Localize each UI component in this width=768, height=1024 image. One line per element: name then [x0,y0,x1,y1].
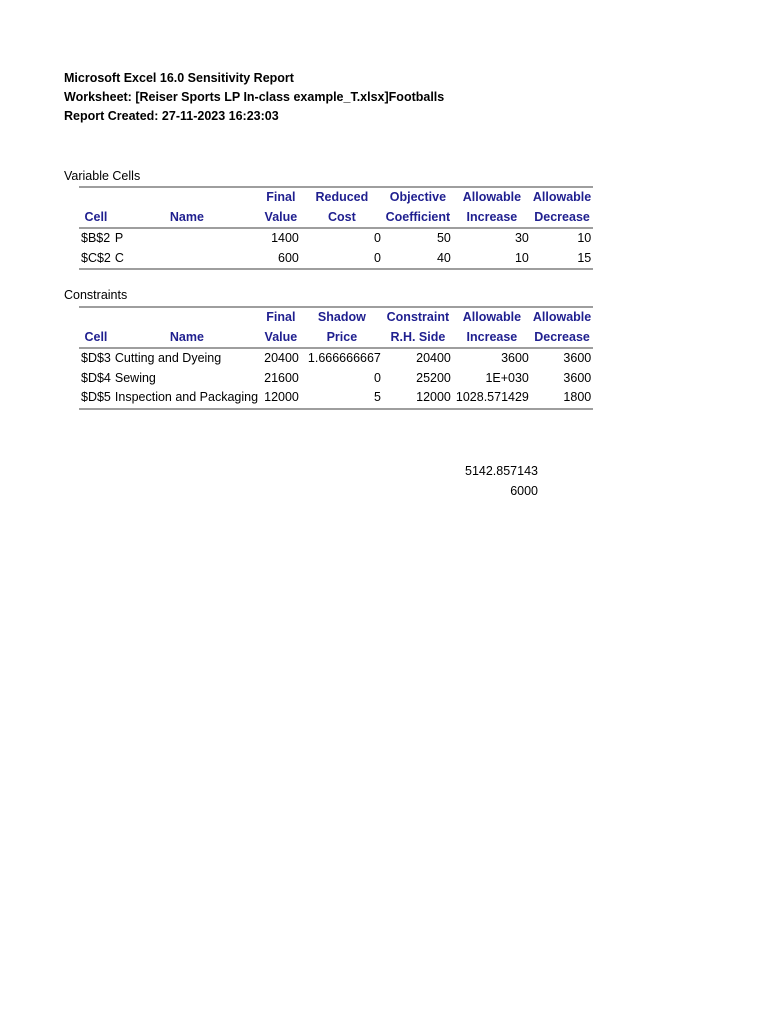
allowable-decrease: 3600 [563,370,592,385]
allowable-increase: 30 [514,231,529,246]
objective-coefficient: 50 [436,231,451,246]
header-cell: Increase [466,329,518,344]
header-cell: Coefficient [385,209,451,224]
header-cell: Decrease [534,209,590,224]
constraints-table [79,306,593,410]
cell-name: P [114,231,124,246]
table-header-row [79,187,593,208]
final-value: 12000 [264,390,299,405]
header-cell: Allowable [462,190,522,204]
reduced-cost: 0 [373,231,381,246]
header-cell [113,307,261,328]
loose-value: 6000 [510,484,538,498]
cell-ref: $B$2 [81,231,111,246]
header-cell: Shadow [317,310,366,324]
cell-name: Cutting and Dyeing [114,351,222,366]
header-cell: Allowable [532,310,592,324]
header-cell: Objective [389,190,447,204]
header-cell: Price [326,329,358,344]
table-header-row [79,208,593,229]
objective-coefficient: 40 [436,250,451,265]
table-row [79,228,593,249]
table-row [79,348,593,369]
allowable-decrease: 15 [577,250,592,265]
table-row [79,369,593,389]
cell-name: Inspection and Packaging [114,390,259,405]
cell-ref: $D$4 [81,370,111,385]
shadow-price: 5 [373,390,381,405]
variable-cells-table [79,186,593,270]
table-row [79,388,593,409]
cell-ref: $D$5 [81,390,111,405]
header-cell: Name [169,209,204,224]
allowable-decrease: 10 [577,231,592,246]
header-cell: R.H. Side [390,329,446,344]
header-cell: Cell [84,329,108,344]
variable-cells-title: Variable Cells [64,169,141,183]
reduced-cost: 0 [373,250,381,265]
header-cell [79,187,113,208]
final-value: 20400 [264,351,299,366]
header-cell: Reduced [315,190,369,204]
header-cell: Name [169,329,204,344]
constraint-rhs: 20400 [416,351,451,366]
cell-ref: $D$3 [81,351,111,366]
header-cell: Value [264,329,298,344]
loose-value: 5142.857143 [465,464,538,478]
header-cell: Value [264,209,298,224]
report-created-label: Report Created: 27-11-2023 16:23:03 [64,109,279,123]
shadow-price: 0 [373,370,381,385]
worksheet-label: Worksheet: [Reiser Sports LP In-class example_T.xlsx]Footballs [64,90,445,104]
table-row [79,249,593,270]
cell-name: C [114,250,124,265]
header-cell: Constraint [386,310,450,324]
header-cell: Allowable [532,190,592,204]
header-cell [113,187,261,208]
header-cell [79,307,113,328]
header-cell: Final [266,310,296,324]
table-header-row [79,307,593,328]
table-header-row [79,328,593,349]
header-cell: Decrease [534,329,590,344]
allowable-increase: 3600 [501,351,529,366]
final-value: 600 [278,250,299,265]
shadow-price: 1.666666667 [307,351,381,366]
header-cell: Final [266,190,296,204]
allowable-decrease: 1800 [563,390,592,405]
constraint-rhs: 12000 [416,390,451,405]
cell-name: Sewing [114,370,156,385]
final-value: 21600 [264,370,299,385]
header-cell: Cell [84,209,108,224]
allowable-decrease: 3600 [563,351,592,366]
header-cell: Cost [328,209,356,224]
header-cell: Allowable [462,310,522,324]
constraints-title: Constraints [64,288,128,302]
allowable-increase: 10 [514,250,529,265]
allowable-increase: 1E+030 [485,370,529,385]
cell-ref: $C$2 [81,250,111,265]
constraint-rhs: 25200 [416,370,451,385]
report-title: Microsoft Excel 16.0 Sensitivity Report [64,71,294,85]
final-value: 1400 [271,231,299,246]
allowable-increase: 1028.571429 [455,390,529,405]
header-cell: Increase [466,209,518,224]
